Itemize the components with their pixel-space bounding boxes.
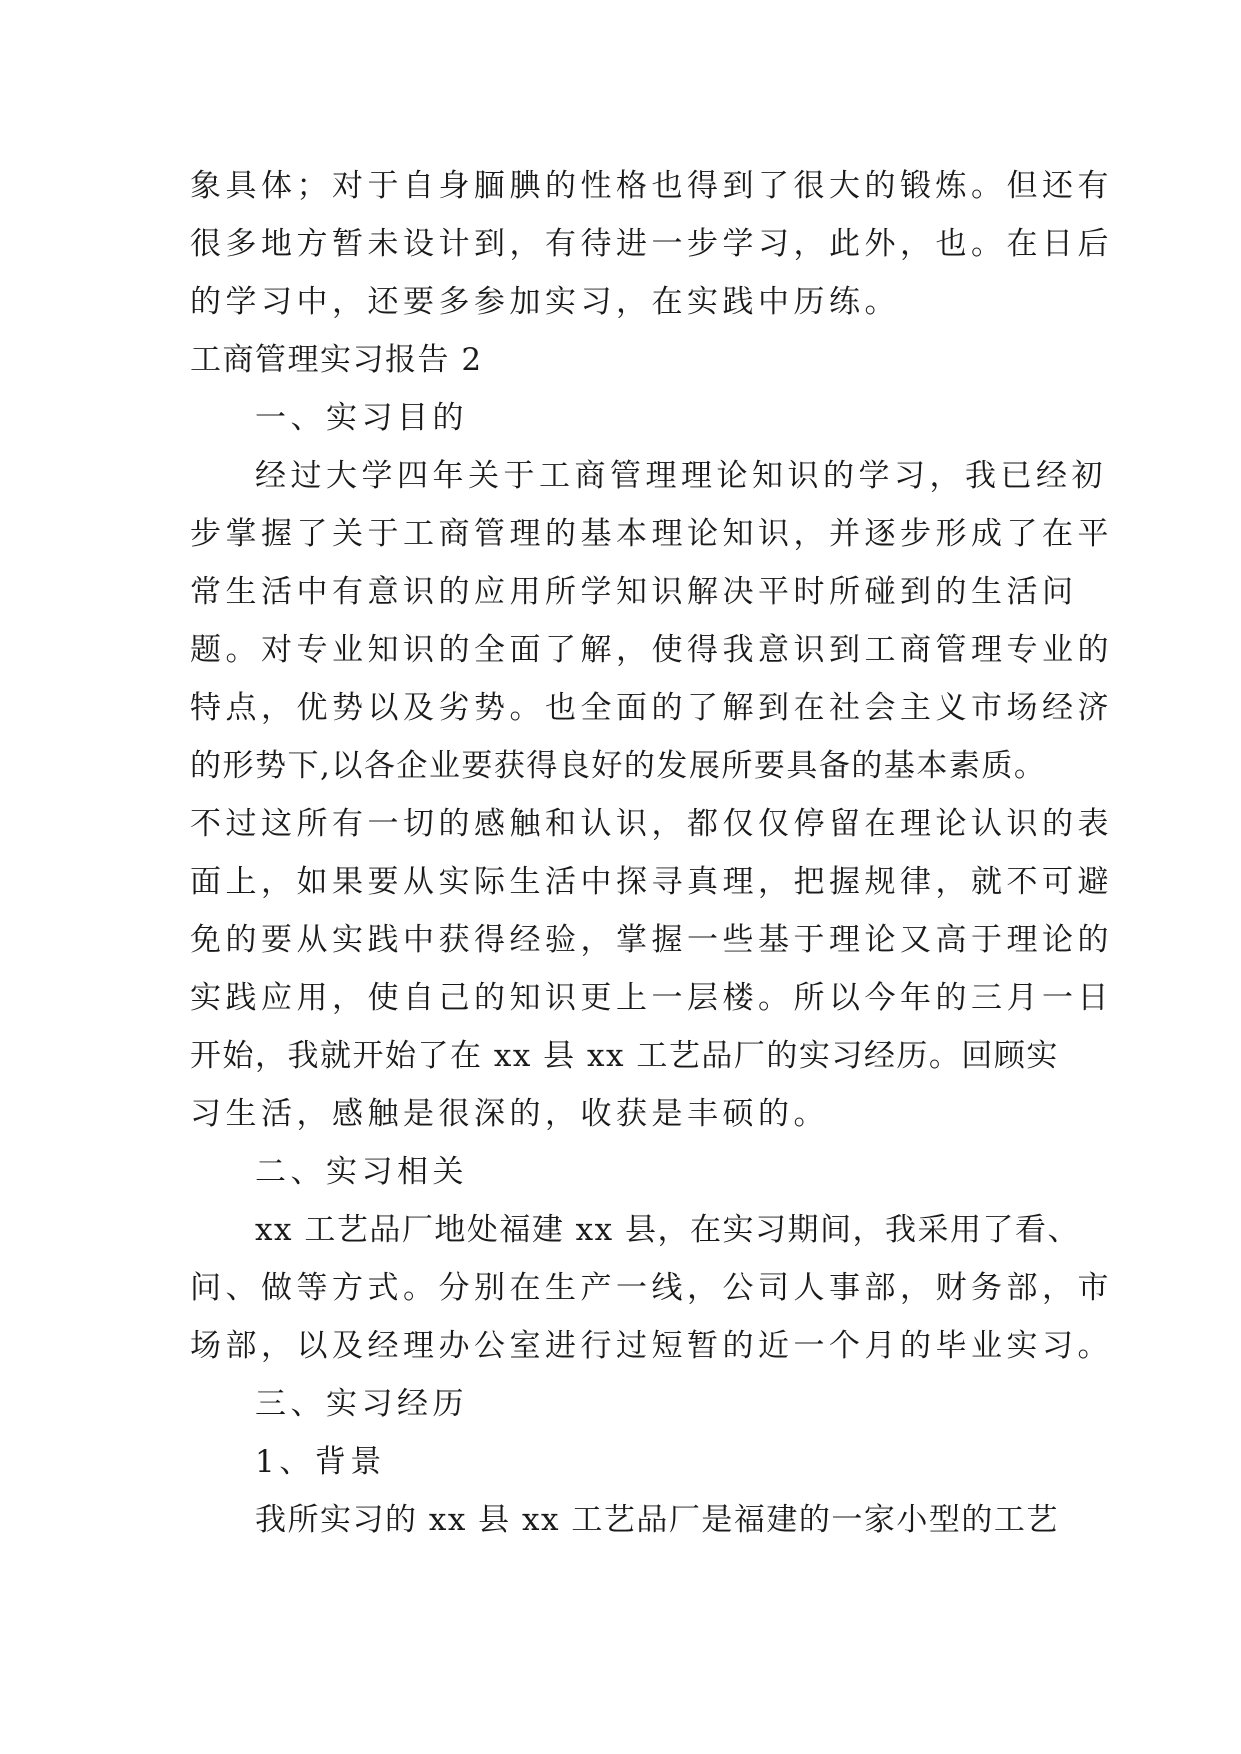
heading-purpose: 一、实习目的 bbox=[255, 400, 468, 436]
body-text-line: 很多地方暂未设计到，有待进一步学习，此外，也。在日后 bbox=[190, 226, 1113, 262]
section-title: 工商管理实习报告 2 bbox=[190, 342, 483, 378]
body-text-line: 步掌握了关于工商管理的基本理论知识，并逐步形成了在平 bbox=[190, 516, 1113, 552]
body-text-line: 题。对专业知识的全面了解，使得我意识到工商管理专业的 bbox=[190, 632, 1113, 668]
body-text-line: 的形势下,以各企业要获得良好的发展所要具备的基本素质。 bbox=[190, 748, 1047, 784]
heading-experience: 三、实习经历 bbox=[255, 1386, 468, 1422]
body-text-line: 开始，我就开始了在 xx 县 xx 工艺品厂的实习经历。回顾实 bbox=[190, 1038, 1059, 1074]
subheading-background: 1、背景 bbox=[255, 1444, 386, 1480]
body-text-line: 我所实习的 xx 县 xx 工艺品厂是福建的一家小型的工艺 bbox=[255, 1502, 1059, 1538]
body-text-line: 实践应用，使自己的知识更上一层楼。所以今年的三月一日 bbox=[190, 980, 1113, 1016]
body-text-line: xx 工艺品厂地处福建 xx 县，在实习期间，我采用了看、 bbox=[255, 1212, 1080, 1248]
heading-related: 二、实习相关 bbox=[255, 1154, 468, 1190]
body-text-line: 象具体；对于自身腼腆的性格也得到了很大的锻炼。但还有 bbox=[190, 168, 1113, 204]
body-text-line: 的学习中，还要多参加实习，在实践中历练。 bbox=[190, 284, 900, 320]
body-text-line: 常生活中有意识的应用所学知识解决平时所碰到的生活问 bbox=[190, 574, 1078, 610]
body-text-line: 免的要从实践中获得经验，掌握一些基于理论又高于理论的 bbox=[190, 922, 1113, 958]
body-text-line: 问、做等方式。分别在生产一线，公司人事部，财务部，市 bbox=[190, 1270, 1113, 1306]
body-text-line: 不过这所有一切的感触和认识，都仅仅停留在理论认识的表 bbox=[190, 806, 1113, 842]
body-text-line: 习生活，感触是很深的，收获是丰硕的。 bbox=[190, 1096, 829, 1132]
body-text-line: 经过大学四年关于工商管理理论知识的学习，我已经初 bbox=[255, 458, 1107, 494]
body-text-line: 特点，优势以及劣势。也全面的了解到在社会主义市场经济 bbox=[190, 690, 1113, 726]
body-text-line: 面上，如果要从实际生活中探寻真理，把握规律，就不可避 bbox=[190, 864, 1113, 900]
body-text-line: 场部，以及经理办公室进行过短暂的近一个月的毕业实习。 bbox=[190, 1328, 1113, 1364]
